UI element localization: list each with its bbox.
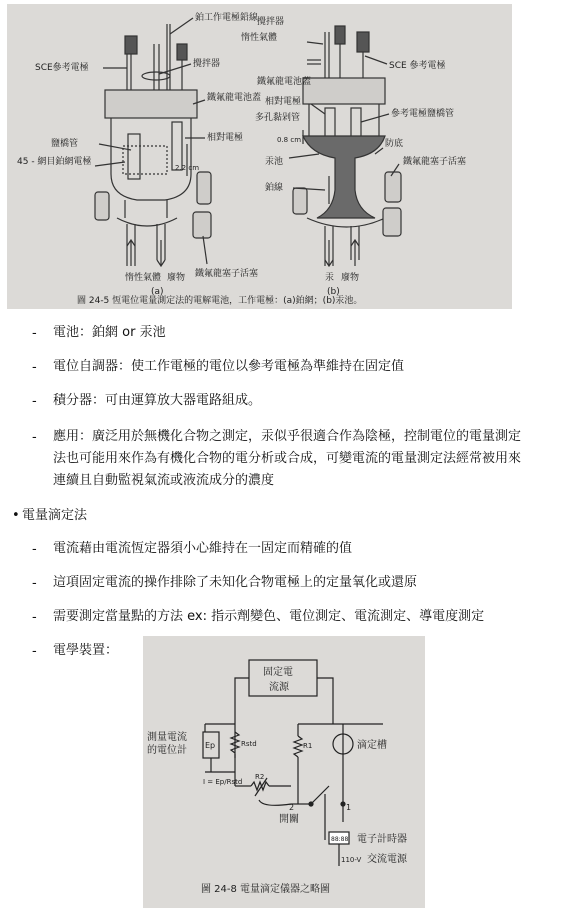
source-label-l2: 流源 bbox=[269, 682, 289, 693]
item-endpoint-methods: 需要測定當量點的方法 ex: 指示劑變色、電位測定、電流測定、導電度測定 bbox=[53, 609, 485, 624]
meter-label-l1: 測量電流 bbox=[147, 732, 187, 743]
label-teflon-stopcock: 鐵氟龍塞子活塞 bbox=[195, 269, 259, 279]
label-pt-mesh: 45 - 網目鉑網電極 bbox=[17, 157, 92, 167]
label-teflon-plug: 鐵氟龍塞子活塞 bbox=[403, 157, 467, 167]
label-r1: R1 bbox=[303, 742, 313, 750]
dash-marker: - bbox=[32, 644, 37, 659]
label-teflon-cap-left: 鐵氟龍電池蓋 bbox=[207, 93, 262, 103]
label-counter-right: 相對電極 bbox=[265, 97, 302, 107]
section-title: 電量滴定法 bbox=[22, 508, 88, 523]
label-inert-gas: 惰性氣體 bbox=[241, 33, 278, 43]
dash-marker: - bbox=[32, 610, 37, 625]
label-stirrer-right: 攪拌器 bbox=[257, 17, 285, 27]
label-waste-right: 廢物 bbox=[341, 273, 360, 283]
label-ac-v: 110-V bbox=[341, 856, 362, 864]
label-rstd: Rstd bbox=[241, 740, 257, 748]
item-apparatus: 電學裝置： bbox=[53, 643, 119, 658]
label-sce-left: SCE參考電極 bbox=[35, 63, 89, 73]
label-salt-bridge-left: 鹽橋管 bbox=[51, 139, 79, 149]
label-dim-08: 0.8 cm bbox=[277, 136, 302, 144]
label-teflon-cap-right: 鐵氟龍電池蓋 bbox=[257, 77, 312, 87]
label-node-1: 1 bbox=[346, 803, 352, 812]
label-porous-tube: 多孔黏剁管 bbox=[255, 113, 301, 123]
item-cell: 電池：鉑網 or 汞池 bbox=[53, 325, 166, 340]
coulometric-titration-circuit bbox=[143, 636, 425, 908]
label-sce-right: SCE 參考電極 bbox=[389, 61, 446, 71]
label-cell: 滴定槽 bbox=[357, 740, 387, 751]
item-constant-current: 電流藉由電流恆定器須小心維持在一固定而精確的值 bbox=[53, 541, 353, 556]
label-counter-left: 相對電極 bbox=[207, 133, 244, 143]
label-mercury: 汞池 bbox=[265, 157, 284, 167]
source-label-l1: 固定電 bbox=[263, 667, 293, 678]
label-sub-b: (b) bbox=[327, 287, 340, 297]
item-application-line1: 應用：廣泛用於無機化合物之測定，汞似乎很適合作為陰極，控制電位的電量測定 bbox=[53, 429, 522, 444]
item-potentiostat: 電位自調器：使工作電極的電位以參考電極為準維持在固定值 bbox=[53, 359, 405, 374]
figure-24-8 bbox=[143, 636, 425, 908]
label-ep: Ep bbox=[205, 741, 216, 750]
figure-24-5 bbox=[7, 4, 512, 309]
dash-marker: - bbox=[32, 326, 37, 341]
meter-label-l2: 的電位計 bbox=[147, 745, 187, 756]
label-timer: 電子計時器 bbox=[357, 834, 407, 845]
label-stopper: 防底 bbox=[385, 139, 404, 149]
item-exclude-redox: 這項固定電流的操作排除了未知化合物電極上的定量氧化或還原 bbox=[53, 575, 418, 590]
dash-marker: - bbox=[32, 430, 37, 445]
section-bullet: • bbox=[12, 508, 20, 523]
label-formula: I = Ep/Rstd bbox=[203, 778, 243, 786]
label-sub-a: (a) bbox=[151, 287, 164, 297]
timer-display: 88:88 bbox=[331, 836, 349, 843]
electrolysis-cell-diagram bbox=[7, 4, 512, 309]
label-dim-22: 2.2 cm bbox=[175, 164, 200, 172]
dash-marker: - bbox=[32, 394, 37, 409]
label-r2: R2 bbox=[255, 773, 265, 781]
figure-caption-24-5: 圖 24-5 恆電位電量測定法的電解電池，工作電極：(a)鉑網；(b)汞池。 bbox=[77, 296, 363, 306]
label-inert-bottom: 惰性氣體 bbox=[125, 273, 162, 283]
dash-marker: - bbox=[32, 576, 37, 591]
label-hg-bottom: 汞 bbox=[325, 273, 335, 283]
item-application-line2: 法也可能用來作為有機化合物的電分析或合成，可變電流的電量測定法經常被用來 bbox=[53, 451, 522, 466]
label-node-2: 2 bbox=[289, 803, 295, 812]
label-switch: 開關 bbox=[279, 814, 299, 825]
label-waste-left: 廢物 bbox=[167, 273, 186, 283]
figure-caption-24-8: 圖 24-8 電量滴定儀器之略圖 bbox=[201, 884, 331, 895]
item-application-line3: 連續且自動監視氣流或液流成分的濃度 bbox=[53, 473, 275, 488]
item-integrator: 積分器：可由運算放大器電路組成。 bbox=[53, 393, 262, 408]
label-ac: 交流電源 bbox=[367, 854, 407, 865]
dash-marker: - bbox=[32, 542, 37, 557]
label-stirrer-left: 攪拌器 bbox=[193, 59, 221, 69]
label-pt-wire: 鉑線 bbox=[265, 183, 284, 193]
dash-marker: - bbox=[32, 360, 37, 375]
label-pt-lead: 鉑工作電極鉛線 bbox=[195, 13, 259, 23]
label-ref-bridge-right: 參考電極鹽橋管 bbox=[391, 109, 455, 119]
